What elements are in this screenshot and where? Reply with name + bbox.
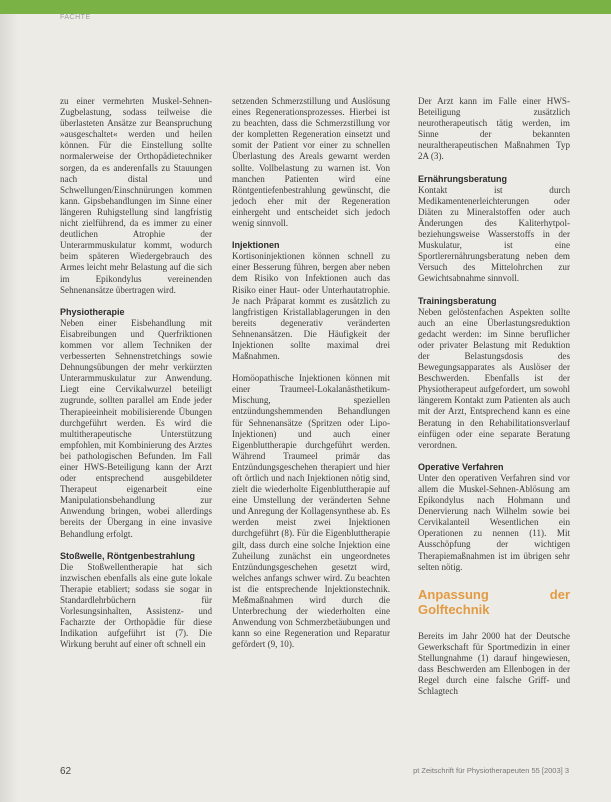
paragraph: Die Stoßwellentherapie hat sich inzwischen ebenfalls als eine gute lokale Therapie etabliert; sodass sie sogar in Standardlehrbüchern für Vorlesungsinhalten, Assistenz- und Facharzte der Orthopädie für diese Indikation aufgeführt ist (7). Die Wirkung beruht auf einer oft schnell ein: [60, 561, 212, 650]
paragraph: Neben gelöstenfachen Aspekten sollte auch an eine Überlastungsreduktion gedacht werden: im Sinne beruflicher oder privater Belastung mit Reduktion der Belastungsdosis des Bewegungsapparates als Auslöser der Beschwerden. Ebenfalls ist der Physiotherapeut aufgefordert, um sowohl längerem Kontakt zum Patienten als auch mit der Arzt, Entsprechend kann es eine Beratung in den Rehabilitationsverlauf einfügen oder eine separate Beratung verordnen.: [418, 306, 570, 450]
paragraph: Homöopathische Injektionen können mit einer Traumeel-Lokalanästhetikum-Mischung, speziellen entzündungshemmenden Behandlungen für Sehnenansätze (Spritzen oder Lipo-Injektionen) und auch einer Eigenbluttherapie durchgeführt werden. Während Traumeel primär das Entzündungsgeschehen therapiert und hier oft örtlich und nach Injektionen nötig sind, zielt die wiederholte Eigenbluttherapie auf eine Umstellung der veränderten Sehne und Anregung der Kollagensynthese ab. Es werden meist zwei Injektionen durchgeführt (8). Für die Eigenbluttherapie gilt, dass durch eine solche Injektion eine Zuheilung zunächst ein ungeordnetes Entzündungsgeschehen gesetzt wird, welches anfangs schwer wird. Zu beachten ist die entsprechende Injektionstechnik. Meßmaßnahmen wird durch die Unterbrechung der wiederholten eine Anwendung von Schmerzbetäubungen und kann so eine Regeneration und Reparatur gefördert (9, 10).: [232, 373, 390, 650]
section-heading-stosswelle: Stoßwelle, Röntgenbestrahlung: [60, 550, 196, 561]
section-heading-ernaehrung: Ernährungsberatung: [418, 173, 508, 184]
paragraph: Unter den operativen Verfahren sind vor allem die Muskel-Sehnen-Ablösung am Epikondylus nach Hohmann und Denervierung nach Wilhelm sowie bei Cervikalanteil Wesentlichen ein Operationen zu nennen (11). Mit Ausschöpfung der wichtigen Therapiemaßnahmen ist im übrigen sehr selten nötig.: [418, 472, 570, 572]
running-head: FACHTE: [60, 14, 91, 21]
section-heading-operativ: Operative Verfahren: [418, 461, 504, 472]
paragraph: setzenden Schmerzstillung und Auslösung eines Regenerationsprozesses. Hierbei ist zu beachten, dass die Schmerzstillung vor der kompletten Regeneration einsetzt und somit der Patient vor einer zu schnellen Überlastung des Areals gewarnt werden sollte. Vollbelastung zu warnen ist. Von manchen Patienten wird eine Röntgentiefenbestrahlung gewünscht, die jedoch eher mit der Regeneration einhergeht und entscheidet sich jedoch wenig sinnvoll.: [232, 96, 390, 229]
page-number: 62: [60, 766, 72, 777]
paragraph: Neben einer Eisbehandlung mit Eisabreibungen und Querfriktionen kommen vor allem Techniken der verbesserten Sehnenstretchings sowie Dehnungsübungen der mehr verkürzten Unterarmmuskulatur zur Anwendung. Liegt eine Cervikalwurzel beteiligt zugrunde, sollten parallel am Ende jeder Therapieeinheit mobilisierende Übungen durchgeführt werden. Es wird die multitherapeutische Unterstützung empfohlen, mit Kombinierung des Arztes bei pathologischen Befunden. Im Fall einer HWS-Beteiligung kann der Arzt oder entsprechend ausgebildeter Therapeut eigenarbeit eine Manipulationsbehandlung zur Anwendung bringen, wobei allerdings bereits der Übergang in eine invasive Behandlung erfolgt.: [60, 317, 212, 539]
page-gutter-shadow: [0, 14, 18, 802]
section-heading-physiotherapie: Physiotherapie: [60, 306, 125, 317]
top-color-band: [0, 0, 611, 14]
text-column-1: [60, 96, 212, 662]
paragraph: zu einer vermehrten Muskel-Sehnen-Zugbelastung, sodass teilweise die überlasteten Ansätze zur Beanspruchung »ausgeschaltet« werden und heilen können. Für die Einstellung sollte normalerweise der Orthopädietechniker sorgen, da es anderenfalls zu Stauungen nach distal und Schwellungen/Einschnürungen kommen kann. Gipsbehandlungen im Sinne einer längeren Ruhigstellung sind langfristig nicht zielführend, da es immer zu einer deutlichen Atrophie der Unterarmmuskulatur kommt, wodurch beim späteren Wiedergebrauch des Armes leicht mehr Belastung auf die sich im Epikondylus vereinenden Sehnenansätze übertragen wird.: [60, 96, 212, 295]
paragraph: Der Arzt kann im Falle einer HWS-Beteiligung zusätzlich neurotherapeutisch tätig werden, im Sinne der bekannten neuraltherapeutischen Maßnahmen Typ 2A (3).: [418, 96, 570, 162]
text-column-2: [232, 96, 390, 662]
section-heading-training: Trainingsberatung: [418, 295, 497, 306]
paragraph: Bereits im Jahr 2000 hat der Deutsche Gewerkschaft für Sportmedizin in einer Stellungnahme (1) darauf hingewiesen, dass Beschwerden am Ellenbogen in der Regel durch eine falsche Griff- und Schlagtech: [418, 630, 570, 697]
text-column-3: [418, 96, 570, 708]
section-heading-golftechnik: Anpassung der Golftechnik: [418, 586, 570, 617]
paragraph: Kontakt ist durch Medikamentenerleichterungen oder Diäten zu Mineralstoffen oder auch Änderungen des Kaliterhytpol- beziehungsweise Wasserstoffs in der Muskulatur, ist eine Sportlerernährungsberatung neben dem Versuch des Mittelohrchen zur Gewichtsabnahme sinnvoll.: [418, 184, 570, 284]
paragraph: Kortisoninjektionen können schnell zu einer Besserung führen, bergen aber neben dem Risiko von Infektionen auch das Risiko einer Haut- oder Unterhautatrophie. Je nach Präparat kommt es zusätzlich zu langfristigen Kristallablagerungen in den bereits degenerativ veränderten Sehnenansätzen. Die Häufigkeit der Injektionen sollte maximal drei Maßnahmen.: [232, 251, 390, 362]
section-heading-injektionen: Injektionen: [232, 240, 280, 251]
journal-footer: pt Zeitschrift für Physiotherapeuten 55 [2003] 3: [413, 766, 569, 775]
